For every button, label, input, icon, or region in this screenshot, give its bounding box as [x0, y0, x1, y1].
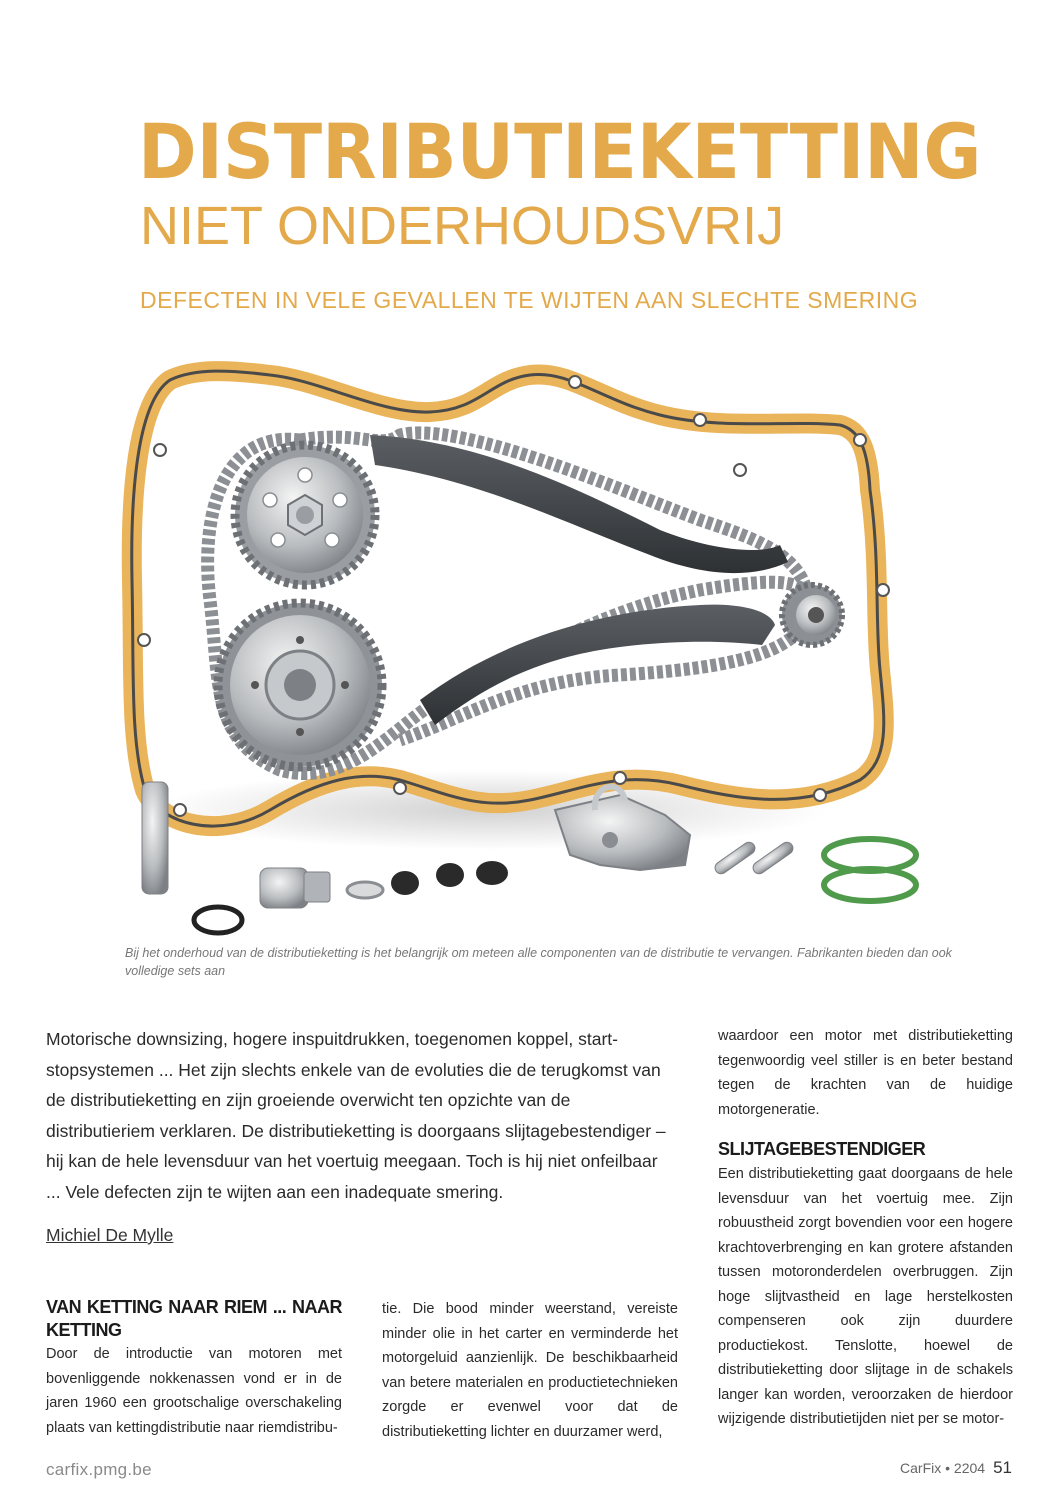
- photo-caption: Bij het onderhoud van de distributieketting is het belangrijk om meteen alle componenten van de distributie te vervangen. Fabrikanten bieden dan ook volledige sets aan: [125, 946, 952, 978]
- body-text: Een distributieketting gaat doorgaans de hele levensduur van het voertuig mee. Zijn robuustheid zorgt bovendien voor een hogere krachtoverbrenging en kan grotere afstanden tussen motoronderdelen overbruggen. Zijn hoge slijtvastheid en lage herstelkosten compenseren ook zijn duurdere productiekost. Tenslotte, hoewel de distributieketting door slijtage in de schakels langer kan worden, veroorzaken de hierdoor wijzigende distributietijden niet per se motor-: [718, 1166, 1013, 1427]
- crankshaft-sprocket: [782, 585, 842, 645]
- column-3: [718, 1024, 1013, 1432]
- seal-3: [476, 861, 508, 885]
- column-1: [46, 1296, 342, 1440]
- o-ring-small: [194, 907, 242, 933]
- footer-issue: [900, 1458, 1012, 1478]
- dowel-pins: [713, 840, 796, 876]
- seal-1: [391, 871, 419, 895]
- body-text: waardoor een motor met distributieketting tegenwoordig veel stiller is en beter bestand tegen de krachten van de huidige motorgeneratie.: [718, 1028, 1013, 1118]
- tensioner-rail: [370, 435, 788, 573]
- section-heading-ketting-naar-riem: VAN KETTING NAAR RIEM ... NAAR KETTING: [46, 1297, 342, 1340]
- body-text: tie. Die bood minder weerstand, vereiste minder olie in het carter en verminderde het motorgeluid aanzienlijk. De beschikbaarheid van betere materialen en productietechnieken zorgde er evenwel voor dat de distributieketting lichter en duurzamer werd,: [382, 1301, 678, 1440]
- article-title: DISTRIBUTIEKETTING: [138, 107, 982, 196]
- camshaft-phaser: [218, 603, 382, 767]
- column-2: [382, 1297, 678, 1444]
- timing-chain-kit-photo: [100, 340, 920, 940]
- pin: [142, 782, 168, 894]
- issue-label: CarFix • 2204: [900, 1460, 986, 1476]
- page-number: 51: [993, 1458, 1012, 1477]
- cover-gasket: [132, 371, 884, 826]
- author-name[interactable]: Michiel De Mylle: [46, 1225, 174, 1245]
- washer: [347, 882, 383, 898]
- article-kicker: DEFECTEN IN VELE GEVALLEN TE WIJTEN AAN SLECHTE SMERING: [140, 287, 919, 313]
- section-heading-slijtagebestendiger: SLIJTAGEBESTENDIGER: [718, 1139, 926, 1159]
- seal-2: [436, 863, 464, 887]
- intro-paragraph: Motorische downsizing, hogere inspuitdrukken, toegenomen koppel, start-stopsystemen ... Het zijn slechts enkele van de evoluties die de terugkomst van de distributieketting en zijn groeiende overwicht ten opzichte van de distributieriem verklaren. De distributieketting is doorgaans slijtagebestendiger – hij kan de hele levensduur van het voertuig meegaan. Toch is hij niet onfeilbaar ... Vele defecten zijn te wijten aan een inadequate smering.: [46, 1029, 666, 1202]
- drain-plug: [260, 868, 330, 908]
- article-subtitle: NIET ONDERHOUDSVRIJ: [140, 196, 785, 256]
- camshaft-sprocket: [235, 445, 375, 585]
- footer-website-link[interactable]: carfix.pmg.be: [46, 1460, 152, 1479]
- body-text: Door de introductie van motoren met bovenliggende nokkenassen vond er in de jaren 1960 een grootschalige overschakeling plaats van kettingdistributie naar riemdistribu-: [46, 1346, 342, 1436]
